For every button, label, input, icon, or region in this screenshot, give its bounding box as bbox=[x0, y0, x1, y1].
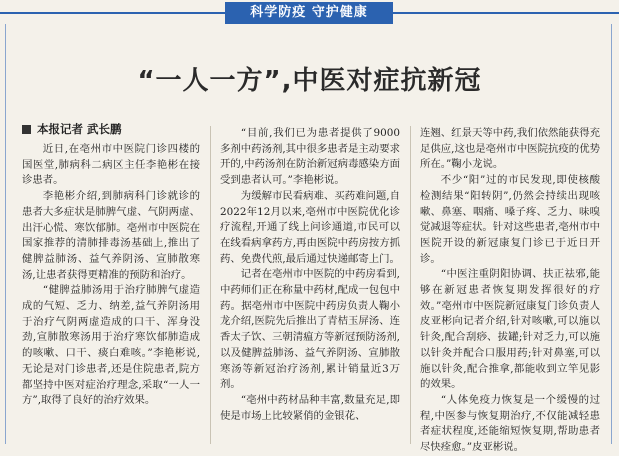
paragraph: 近日,在亳州市中医院门诊四楼的国医堂,肺病科二病区主任李艳彬在接诊患者。 bbox=[22, 143, 200, 187]
article-column-1 bbox=[22, 142, 200, 444]
section-banner: 科学防疫 守护健康 bbox=[225, 2, 393, 24]
paragraph: “中医注重阴阳协调、扶正祛邪,能够在新冠患者恢复期发挥很好的疗效。”亳州市中医院新冠康复门诊负责人皮亚彬向记者介绍,针对咳嗽,可以施以针灸,配合刮痧、拔罐;针对乏力,可以施以针灸并配合口服用药;针对鼻塞,可以施以针灸,配合推拿,都能收到立竿见影的效果。 bbox=[420, 268, 600, 391]
article-column-2 bbox=[220, 126, 400, 444]
column-divider bbox=[410, 126, 411, 444]
article-column-3 bbox=[420, 126, 600, 454]
paragraph: “人体免疫力恢复是一个缓慢的过程,中医参与恢复期治疗,不仅能减轻患者症状程度,还能缩短恢复期,帮助患者尽快痊愈。”皮亚彬说。 bbox=[420, 393, 600, 454]
column-divider bbox=[210, 126, 211, 444]
square-bullet-icon bbox=[22, 125, 31, 134]
paragraph: 不少“阳”过的市民发现,即使核酸检测结果“阳转阴”,仍然会持续出现咳嗽、鼻塞、咽痛、嗓子疼、乏力、味嗅觉减退等症状。针对这些患者,亳州市中医院开设的新冠康复门诊已于近日开诊。 bbox=[420, 174, 600, 265]
paragraph: “健脾益肺汤用于治疗肺脾气虚造成的气短、乏力、纳差,益气养阴汤用于治疗气阴两虚造成的口干、浑身没劲,宣肺散寒汤用于治疗寒饮郁肺造成的咳嗽、口干、痰白难咳。”李艳彬说,无论是对门诊患者,还是住院患者,院方都坚持中医对症治疗理念,采取“一人一方”,取得了良好的治疗效果。 bbox=[22, 284, 200, 407]
paragraph: “亳州中药材品种丰富,数量充足,即使是市场上比较紧俏的金银花、 bbox=[220, 393, 400, 422]
paragraph: “目前,我们已为患者提供了9000多剂中药汤剂,其中很多患者是主动要求开的,中药汤剂在防治新冠病毒感染方面受到患者认可。”李艳彬说。 bbox=[220, 127, 400, 187]
paragraph: 为缓解市民看病难、买药难问题,自2022年12月以来,亳州市中医院优化诊疗流程,开通了线上问诊通道,市民可以在线看病拿药方,再由医院中药房按方抓药、免费代煎,最后通过快递邮寄上门。 bbox=[220, 189, 400, 265]
byline-text: 本报记者 武长鹏 bbox=[37, 122, 122, 136]
byline bbox=[22, 121, 122, 137]
paragraph: 李艳彬介绍,到肺病科门诊就诊的患者大多症状是肺脾气虚、气阴两虚、出汗心慌、寒饮郁肺。亳州市中医院在国家推荐的清肺排毒汤基础上,推出了健脾益肺汤、益气养阴汤、宣肺散寒汤,让患者获得更精准的预防和治疗。 bbox=[22, 190, 200, 281]
article-headline: “一人一方”,中医对症抗新冠 bbox=[137, 66, 482, 96]
paragraph-continued: 连翘、红景天等中药,我们依然能获得充足供应,这也是亳州市中医院抗疫的优势所在。”鞠小龙说。 bbox=[420, 127, 600, 171]
paragraph: 记者在亳州市中医院的中药房看到,中药师们正在称量中药材,配成一包包中药。据亳州市中医院中药房负责人鞠小龙介绍,医院先后推出了青桔玉屏汤、连香太子饮、三朝清瘟方等新冠预防汤剂,以及健脾益肺汤、益气养阴汤、宣肺散寒汤等新冠治疗汤剂,累计销量近3万剂。 bbox=[220, 268, 400, 391]
